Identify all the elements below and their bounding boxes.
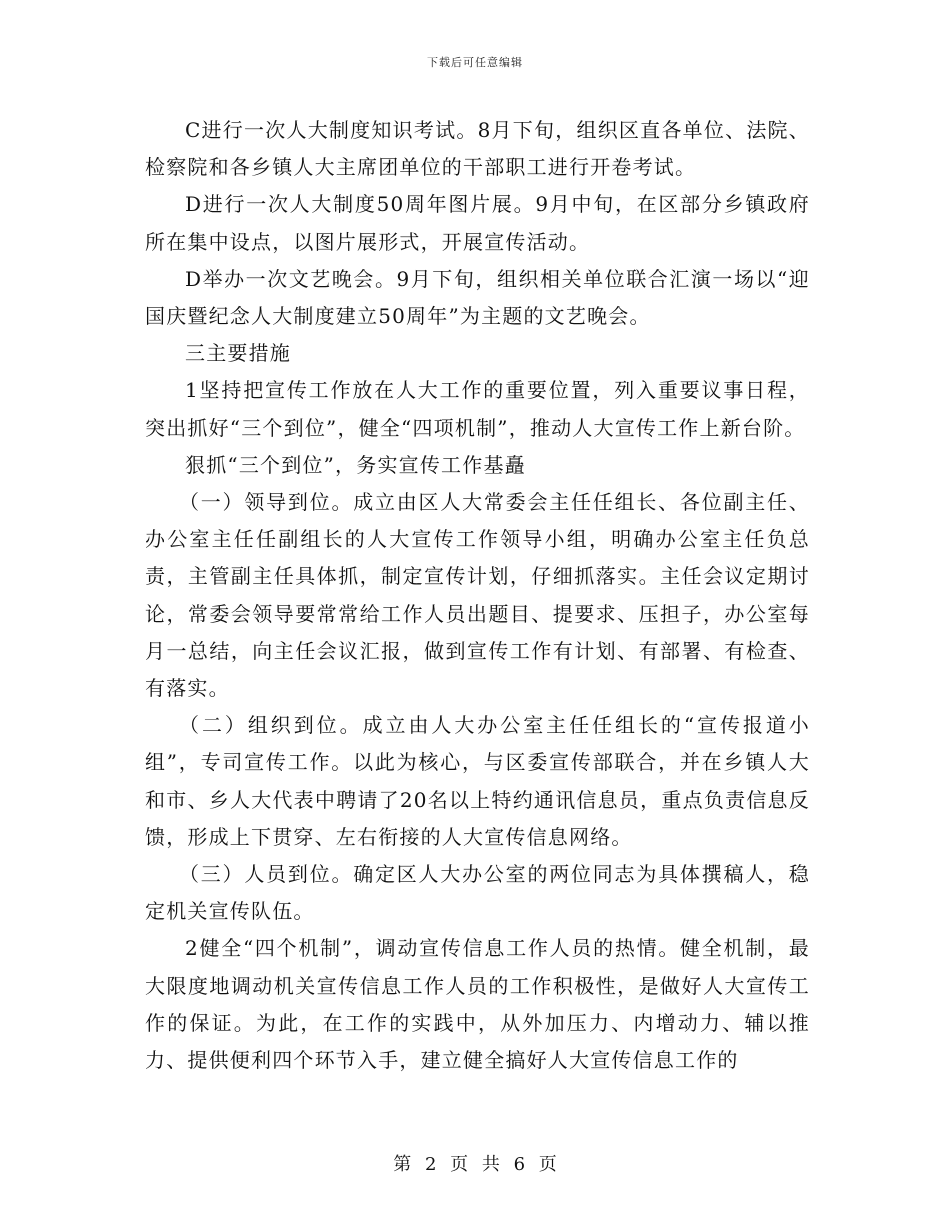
- document-body: [145, 112, 810, 1079]
- paragraph-photo-exhibition: D进行一次人大制度50周年图片展。9月中旬，在区部分乡镇政府所在集中设点，以图片展形式，开展宣传活动。: [145, 192, 810, 254]
- page-header-note: 下载后可任意编辑: [427, 56, 523, 69]
- subheading-three-in-place: 狠抓“三个到位”，务实宣传工作基矗: [185, 452, 526, 477]
- footer-total-prefix: 共: [481, 1154, 500, 1175]
- footer-total-pages: 6: [513, 1154, 526, 1175]
- footer-prefix: 第: [393, 1154, 412, 1175]
- section-heading-main-measures: 三主要措施: [185, 341, 291, 366]
- paragraph-exam: C进行一次人大制度知识考试。8月下旬，组织区直各单位、法院、检察院和各乡镇人大主席团单位的干部职工进行开卷考试。: [145, 118, 810, 180]
- paragraph-organization: （二）组织到位。成立由人大办公室主任任组长的“宣传报道小组”，专司宣传工作。以此为核心，与区委宣传部联合，并在乡镇人大和市、乡人大代表中聘请了20名以上特约通讯信息员，重点负责信息反馈，形成上下贯穿、左右衔接的人大宣传信息网络。: [145, 713, 810, 849]
- footer-total-unit: 页: [538, 1154, 557, 1175]
- page-footer: [0, 1150, 950, 1176]
- footer-page-unit: 页: [450, 1154, 469, 1175]
- paragraph-personnel: （三）人员到位。确定区人大办公室的两位同志为具体撰稿人，稳定机关宣传队伍。: [145, 862, 810, 924]
- paragraph-measure-1: 1坚持把宣传工作放在人大工作的重要位置，列入重要议事日程，突出抓好“三个到位”，健全“四项机制”，推动人大宣传工作上新台阶。: [145, 378, 810, 440]
- footer-page-number: 2: [424, 1154, 437, 1175]
- paragraph-gala: D举办一次文艺晚会。9月下旬，组织相关单位联合汇演一场以“迎国庆暨纪念人大制度建立50周年”为主题的文艺晚会。: [145, 266, 810, 329]
- paragraph-measure-2: 2健全“四个机制”，调动宣传信息工作人员的热情。健全机制，最大限度地调动机关宣传信息工作人员的工作积极性，是做好人大宣传工作的保证。为此，在工作的实践中，从外加压力、内增动力、辅以推力、提供便利四个环节入手，建立健全搞好人大宣传信息工作的: [145, 936, 810, 1073]
- paragraph-leadership: （一）领导到位。成立由区人大常委会主任任组长、各位副主任、办公室主任任副组长的人大宣传工作领导小组，明确办公室主任负总责，主管副主任具体抓，制定宣传计划，仔细抓落实。主任会议定期讨论，常委会领导要常常给工作人员出题目、提要求、压担子，办公室每月一总结，向主任会议汇报，做到宣传工作有计划、有部署、有检查、有落实。: [145, 490, 810, 701]
